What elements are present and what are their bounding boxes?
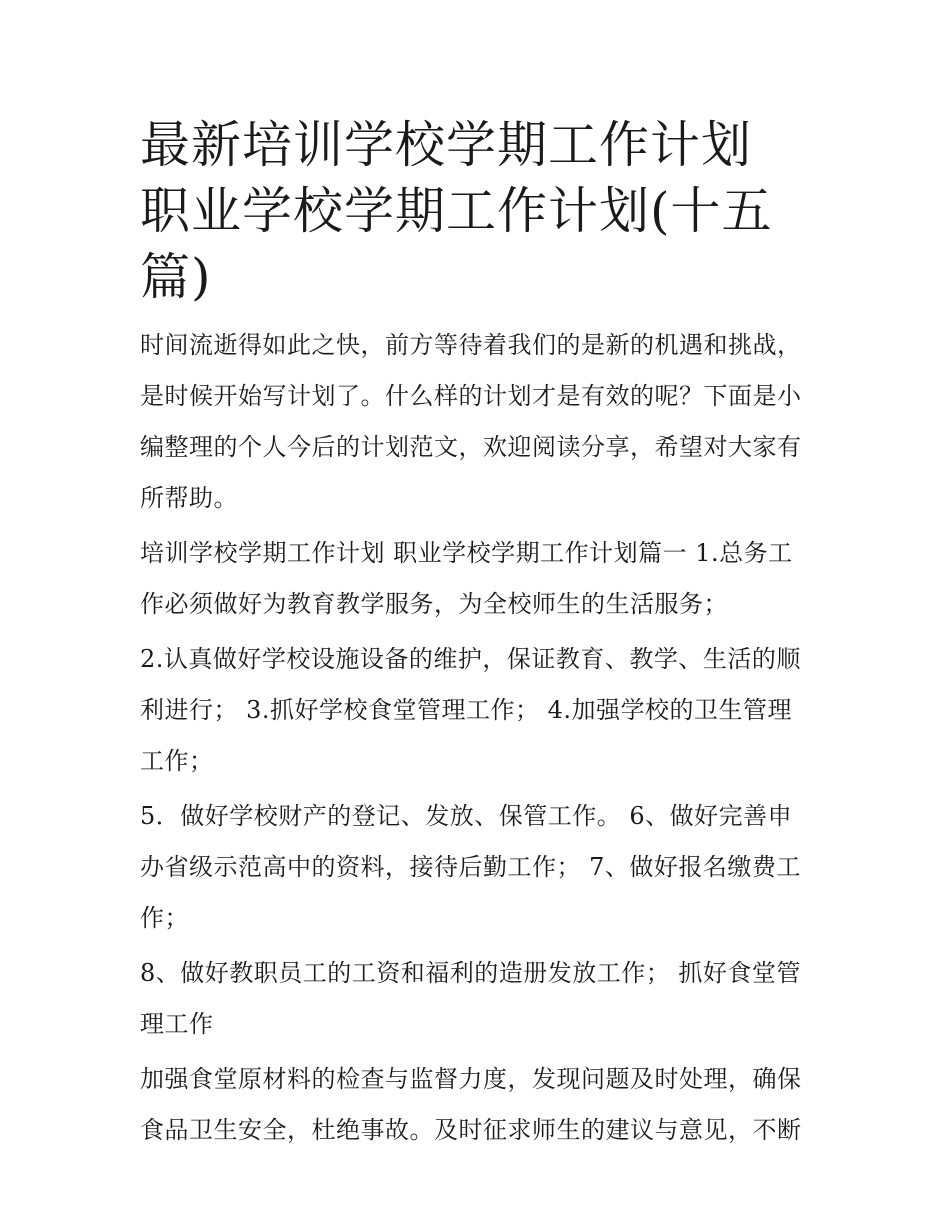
paragraph-item-2-4: 2.认真做好学校设施设备的维护，保证教育、教学、生活的顺利进行； 3.抓好学校食堂管理工作； 4.加强学校的卫生管理工作； bbox=[140, 645, 801, 775]
paragraph-canteen: 加强食堂原材料的检查与监督力度，发现问题及时处理，确保食品卫生安全，杜绝事故。及时征求师生的建议与意见，不断 bbox=[140, 1065, 802, 1144]
document-body bbox=[140, 112, 812, 1160]
paragraph-item-8: 8、做好教职员工的工资和福利的造册发放工作； 抓好食堂管理工作 bbox=[140, 959, 801, 1038]
paragraph-item-5-7: 5．做好学校财产的登记、发放、保管工作。 6、做好完善申办省级示范高中的资料，接待后勤工作； 7、做好报名缴费工作； bbox=[140, 802, 801, 932]
paragraph-section-one: 培训学校学期工作计划 职业学校学期工作计划篇一 1.总务工作必须做好为教育教学服务，为全校师生的生活服务； bbox=[140, 539, 793, 618]
document-title: 最新培训学校学期工作计划 职业学校学期工作计划(十五篇) bbox=[140, 116, 773, 306]
paragraph-intro: 时间流逝得如此之快，前方等待着我们的是新的机遇和挑战，是时候开始写计划了。什么样的计划才是有效的呢？下面是小编整理的个人今后的计划范文，欢迎阅读分享，希望对大家有所帮助。 bbox=[140, 331, 802, 512]
